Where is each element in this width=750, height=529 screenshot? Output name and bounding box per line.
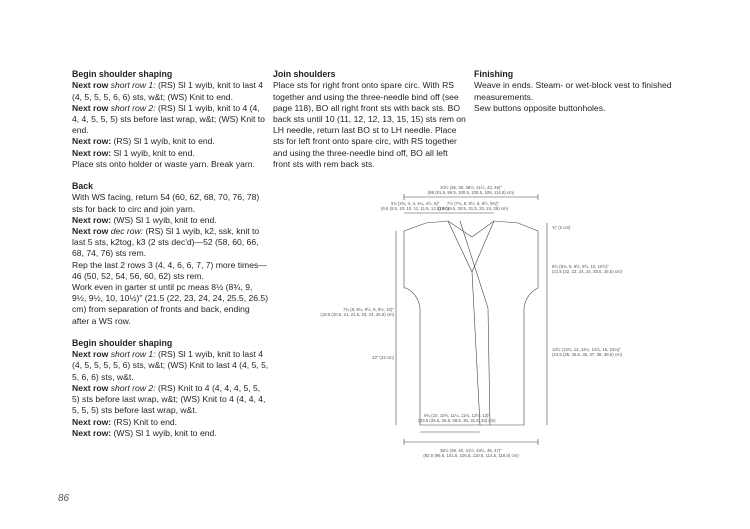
instruction-line: Next row: (WS) Sl 1 wyib, knit to end.: [72, 427, 217, 438]
finishing-line: Sew buttons opposite buttonholes.: [474, 102, 606, 113]
shoulder-front-heading: Begin shoulder shaping: [72, 69, 173, 79]
armhole-label: 8½ (8¾, 9, 9½, 9½, 10, 10½)": [552, 264, 609, 269]
vest-schematic: [262, 180, 682, 470]
instruction-line: Next row: Sl 1 wyib, knit to end.: [72, 147, 195, 158]
shoulder-label: 3¾ (3¾, 4, 4, 4¼, 4½, 5)": [390, 201, 440, 206]
finishing-heading: Finishing: [474, 69, 514, 79]
body-length-label: 13" (33 cm): [371, 355, 394, 360]
shoulder-cm-label: (9.5 (9.5, 10, 10, 11, 11.5, 12.5) cm): [380, 206, 450, 211]
bottom-width-cm-label: (92.5 (96.5, 101.5, 105.5, 110.5, 114.5, 119.5) cm): [423, 453, 519, 458]
instruction-line: Next row dec row: (RS) Sl 1 wyib, k2, ssk, knit to last 5 sts, k2tog, k3 (2 sts dec'd)—52 (58, 60, 66, 68, 74, 76) sts rem.: [72, 226, 260, 259]
top-width-label: 34½ (36, 38, 39½, 41½, 43, 45)": [440, 185, 502, 190]
instruction-line: Next row short row 1: (RS) Sl 1 wyib, knit to last 4 (4, 5, 5, 5, 6, 6) sts, w&t; (WS) Knit to end.: [72, 80, 264, 102]
instruction-line: Next row short row 1: (RS) Sl 1 wyib, knit to last 4 (4, 5, 5, 5, 5, 6) sts, w&t; (WS) Knit to last 4 (4, 5, 5, 5, 6, 6) sts, w&t.: [72, 349, 269, 382]
front-edge-left: [448, 221, 480, 425]
instruction-line: Next row: (WS) Sl 1 wyib, knit to end.: [72, 214, 217, 225]
shoulder-drop-label: ¾" (2 cm): [552, 225, 571, 230]
instruction-line: Next row short row 2: (RS) Knit to 4 (4, 4, 4, 5, 5, 5) sts before last wrap, w&t; (WS) Knit to 4 (4, 4, 4, 5, 5, 5) sts before last wrap, w&t.: [72, 382, 266, 416]
vest-outline: [404, 221, 538, 425]
back-heading: Back: [72, 181, 94, 192]
middle-column: [273, 69, 466, 170]
instruction-line: Next row: (RS) Sl 1 wyib, knit to end.: [72, 136, 215, 147]
front-band: [460, 221, 490, 425]
left-column: [72, 69, 269, 439]
neck-cm-label: (19 (19.5, 20.5, 21.5, 23, 24, 25) cm): [438, 206, 508, 211]
instruction-line: Work even in garter st until pc meas 8½ (8¾, 9, 9½, 9½, 10, 10½)" (21.5 (22, 23, 24, 24, 25.5, 26.5) cm) from separation of fronts and back, ending after a WS row.: [72, 282, 269, 326]
join-text: Place sts for right front onto spare circ. With RS together and using the three-needle bind off (see page 118), BO all right front sts with back sts. BO back sts until 10 (11, 12, 12, 13, 15, 15) sts rem on LH needle, return last BO st to LH needle. Place sts for left front onto spare circ, with RS together and using the three-needle bind off, BO all left front sts with rem back sts.: [273, 80, 466, 169]
shoulder-back-heading: Begin shoulder shaping: [72, 337, 173, 348]
right-column: [474, 69, 679, 114]
instruction-line: With WS facing, return 54 (60, 62, 68, 70, 76, 78) sts for back to circ and join yarn.: [72, 192, 260, 214]
page-number: 86: [58, 493, 70, 504]
bottom-width-label: 36½ (38, 40, 41½, 43½, 45, 47)": [440, 448, 502, 453]
armhole-cm-label: (21.5 (22, 23, 24, 24, 25.5, 26.5) cm): [552, 269, 622, 274]
instruction-line: Rep the last 2 rows 3 (4, 4, 6, 6, 7, 7) more times—46 (50, 52, 54, 56, 60, 62) sts rem.: [72, 259, 267, 281]
join-heading: Join shoulders: [273, 69, 336, 79]
instruction-line: Next row: (RS) Knit to end.: [72, 416, 178, 427]
hem-width-cm-label: (23.5 (25.5, 26.5, 28.5, 30, 31.5, 33) cm): [418, 418, 496, 423]
side-length-label: 13½ (13¾, 14, 14¼, 14½, 15, 15¼)": [552, 347, 621, 352]
hem-width-label: 9¼ (10, 10½, 11¼, 11¾, 12½, 13)": [424, 413, 490, 418]
left-depth-label: 7¾ (8, 8¼, 8½, 9, 9½, 10)": [343, 307, 394, 312]
top-width-cm-label: (88 (91.5, 96.5, 100.5, 105.5, 109, 114.5) cm): [427, 190, 515, 195]
side-length-cm-label: (34.5 (35, 35.5, 36, 37, 38, 38.5) cm): [552, 352, 622, 357]
instruction-line: Next row short row 2: (RS) Sl 1 wyib, knit to 4 (4, 4, 4, 5, 5, 5) sts before last wrap, w&t; (WS) Knit to end.: [72, 102, 265, 136]
neck-label: 7½ (7¾, 8, 8½, 9, 9½, 9¾)": [446, 201, 500, 206]
finishing-line: Weave in ends. Steam- or wet-block vest to finished measurements.: [474, 80, 672, 102]
left-depth-cm-label: (19.5 (20.5, 21, 21.5, 23, 24, 25.5) cm): [320, 312, 394, 317]
instruction-line: Place sts onto holder or waste yarn. Break yarn.: [72, 158, 255, 169]
